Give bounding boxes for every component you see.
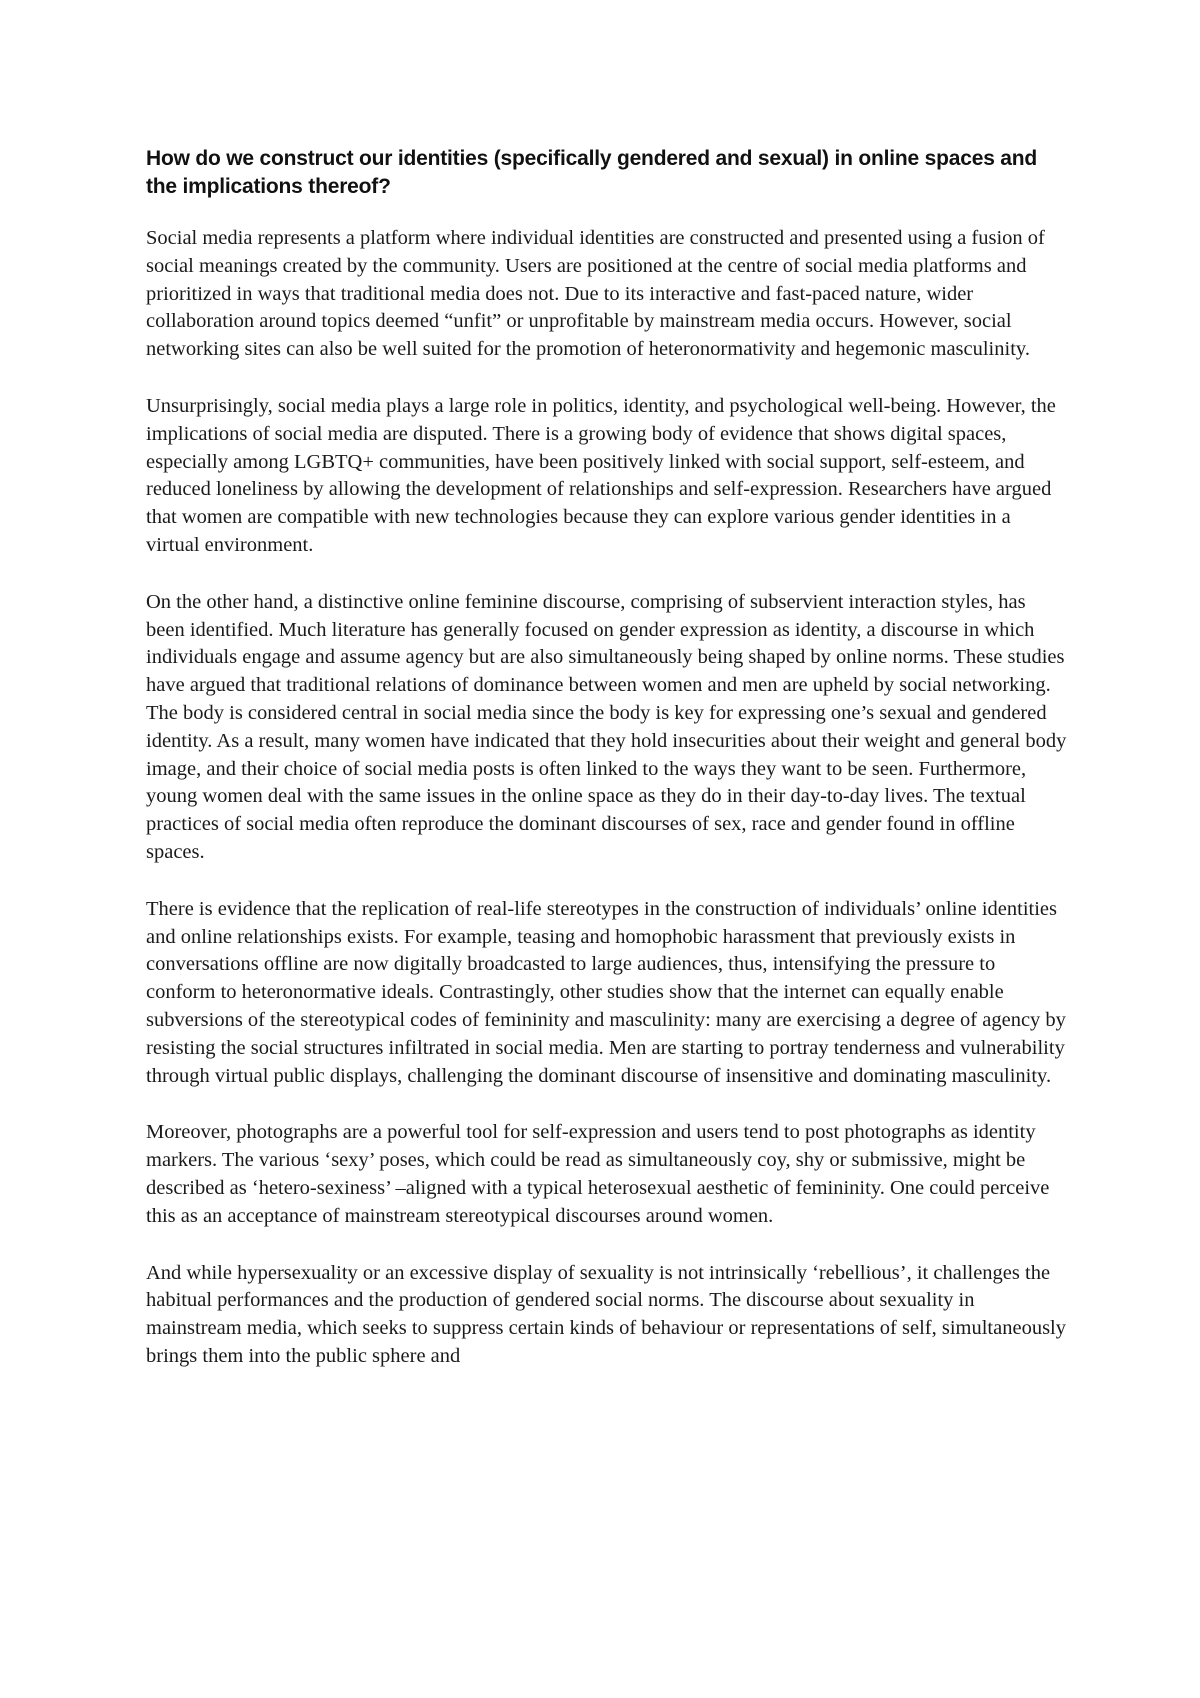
paragraph-6: And while hypersexuality or an excessive display of sexuality is not intrinsically ‘rebellious’, it challenges the habitual performances and the production of gendered social norms. The discourse about sexuality in mainstream media, which seeks to suppress certain kinds of behaviour or representations of self, simultaneously brings them into the public sphere and: [146, 1261, 1066, 1367]
paragraph-4: There is evidence that the replication of real-life stereotypes in the construction of individuals’ online identities and online relationships exists. For example, teasing and homophobic harassment that previously exists in conversations offline are now digitally broadcasted to large audiences, thus, intensifying the pressure to conform to heteronormative ideals. Contrastingly, other studies show that the internet can equally enable subversions of the stereotypical codes of femininity and masculinity: many are exercising a degree of agency by resisting the social structures infiltrated in social media. Men are starting to portray tenderness and vulnerability through virtual public displays, challenging the dominant discourse of insensitive and dominating masculinity.: [146, 897, 1066, 1087]
document-body: [146, 145, 1068, 1371]
document-heading: How do we construct our identities (specifically gendered and sexual) in online spaces and the implications thereof?: [146, 147, 1038, 198]
paragraph-1: Social media represents a platform where individual identities are constructed and presented using a fusion of social meanings created by the community. Users are positioned at the centre of social media platforms and prioritized in ways that traditional media does not. Due to its interactive and fast-paced nature, wider collaboration around topics deemed “unfit” or unprofitable by mainstream media occurs. However, social networking sites can also be well suited for the promotion of heteronormativity and hegemonic masculinity.: [146, 227, 1045, 361]
paragraph-5: Moreover, photographs are a powerful tool for self-expression and users tend to post photographs as identity markers. The various ‘sexy’ poses, which could be read as simultaneously coy, shy or submissive, might be described as ‘hetero-sexiness’ –aligned with a typical heterosexual aesthetic of femininity. One could perceive this as an acceptance of mainstream stereotypical discourses around women.: [146, 1121, 1050, 1227]
paragraph-3: On the other hand, a distinctive online feminine discourse, comprising of subservient interaction styles, has been identified. Much literature has generally focused on gender expression as identity, a discourse in which individuals engage and assume agency but are also simultaneously being shaped by online norms. These studies have argued that traditional relations of dominance between women and men are upheld by social networking. The body is considered central in social media since the body is key for expressing one’s sexual and gendered identity. As a result, many women have indicated that they hold insecurities about their weight and general body image, and their choice of social media posts is often linked to the ways they want to be seen. Furthermore, young women deal with the same issues in the online space as they do in their day-to-day lives. The textual practices of social media often reproduce the dominant discourses of sex, race and gender found in offline spaces.: [146, 590, 1067, 863]
paragraph-2: Unsurprisingly, social media plays a large role in politics, identity, and psychological well-being. However, the implications of social media are disputed. There is a growing body of evidence that shows digital spaces, especially among LGBTQ+ communities, have been positively linked with social support, self-esteem, and reduced loneliness by allowing the development of relationships and self-expression. Researchers have argued that women are compatible with new technologies because they can explore various gender identities in a virtual environment.: [146, 394, 1056, 556]
